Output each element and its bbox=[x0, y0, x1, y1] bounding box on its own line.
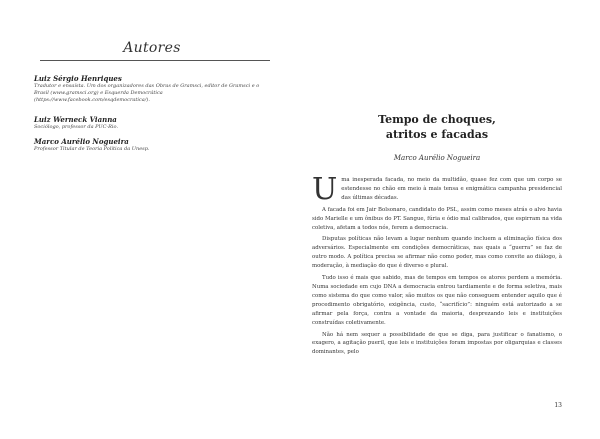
article-paragraph: A facada foi em Jair Bolsonaro, candidato do PSL, assim como meses atrás o alvo havia sido Marielle e um ônibus do PT. Sangue, fúria e ódio mal calibrados, que espirram na vida coletiva, afetam a todos nós, ferem a democracia. bbox=[312, 206, 562, 231]
author-entry bbox=[34, 74, 270, 104]
article-byline: Marco Aurélio Nogueira bbox=[393, 154, 481, 162]
article-paragraph bbox=[312, 172, 562, 207]
article-title bbox=[312, 112, 562, 142]
author-name: Luiz Sérgio Henriques bbox=[34, 74, 122, 83]
author-name: Marco Aurélio Nogueira bbox=[34, 137, 129, 146]
authors-heading: Autores bbox=[123, 40, 181, 56]
first-paragraph-text: ma inesperada facada, no meio da multidão, quase fez com que um corpo se estendesse no chão em meio à mais tensa e enigmática campanha presidencial das últimas décadas. bbox=[341, 177, 562, 201]
author-bio: Professor Titular de Teoria Política da Unesp. bbox=[34, 146, 150, 152]
author-entry bbox=[34, 137, 270, 153]
article-paragraph: Tudo isso é mais que sabido, mas de tempos em tempos os atores perdem a memória. Numa sociedade em cujo DNA a democracia entrou tardiamente e de forma seletiva, mais como sistema do que como valor, são muitos os que não conseguem entender aquilo que é procedimento obrigatório, exigência, custo, “sacrifício”: ninguém está autorizado a se afirmar pela força, contra a vontade da maioria, desprezando leis e instituições construídas coletivamente. bbox=[312, 275, 562, 326]
author-entry bbox=[34, 115, 270, 131]
heading-rule bbox=[40, 60, 270, 61]
article-body bbox=[312, 172, 562, 360]
left-page bbox=[34, 0, 270, 439]
article-paragraph: Não há nem sequer a possibilidade de que se diga, para justificar o fanatismo, o exagero, a agitação pueril, que leis e instituições foram impostas por oligarquias e classes dominantes, pelo bbox=[312, 331, 562, 356]
page-number: 13 bbox=[554, 402, 562, 409]
author-bio: Tradutor e ensaísta. Um dos organizadores das Obras de Gramsci, editor de Gramsci e o Brasil (www.gramsci.org) e Esquerda Democrática (https://www.facebook.com/esqdemocratica/). bbox=[34, 83, 260, 103]
drop-cap: U bbox=[312, 172, 338, 207]
article-title-line: Tempo de choques, bbox=[378, 113, 496, 126]
author-bio: Sociólogo, professor da PUC-Rio. bbox=[34, 124, 119, 130]
right-page bbox=[312, 0, 562, 439]
article-title-line: atritos e facadas bbox=[385, 128, 489, 141]
author-name: Luiz Werneck Vianna bbox=[34, 115, 117, 124]
article-paragraph: Disputas políticas não levam a lugar nenhum quando incluem a eliminação física dos adversários. Especialmente em condições democráticas, nas quais a “guerra” se faz de outro modo. A política precisa se afirmar não como poder, mas como convite ao diálogo, à moderação, à mediação do que é diverso e plural. bbox=[312, 236, 562, 270]
